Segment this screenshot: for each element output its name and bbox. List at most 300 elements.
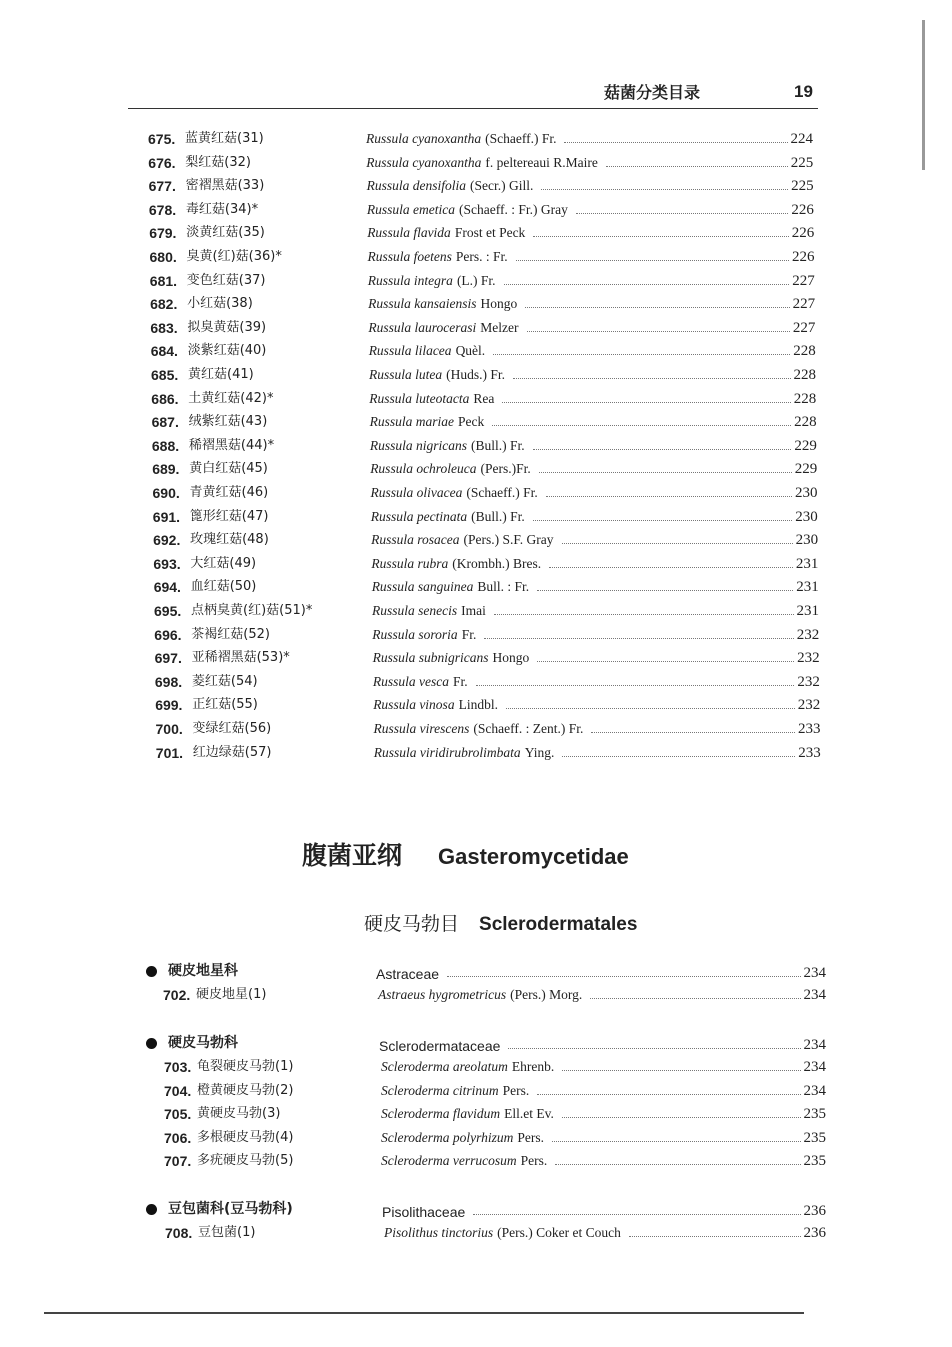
- author-citation: (Pers.)Fr.: [480, 461, 531, 477]
- scientific-name: Russula ochroleuca: [370, 461, 477, 477]
- catalog-entry: [369, 390, 816, 408]
- entry-number: 692.: [153, 532, 181, 549]
- family-entry: [382, 1202, 826, 1220]
- scientific-name: Scleroderma areolatum: [381, 1059, 508, 1074]
- author-citation: (Pers.) Morg.: [510, 987, 583, 1002]
- dot-leader: [606, 166, 788, 167]
- chinese-name: 正红菇(55): [192, 697, 258, 713]
- species-row: [0, 626, 952, 650]
- species-row: [0, 531, 952, 555]
- author-citation: Pers.: [502, 1082, 530, 1098]
- page-number: 19: [794, 82, 813, 101]
- order-latin-name: Sclerodermatales: [479, 914, 638, 935]
- dot-leader: [546, 496, 792, 497]
- dot-leader: [537, 661, 794, 662]
- dot-leader: [564, 142, 787, 143]
- entry-number: 693.: [153, 555, 181, 572]
- page-ref: 234: [803, 965, 826, 981]
- dot-leader: [492, 425, 791, 426]
- page-ref: 224: [790, 131, 813, 147]
- catalog-entry: [381, 1082, 826, 1100]
- family-entry: [376, 964, 826, 982]
- entry-number: 703.: [164, 1059, 192, 1075]
- catalog-entry: [373, 696, 820, 714]
- scientific-name: Russula lutea: [369, 367, 443, 382]
- chinese-name: 橙黄硬皮马勃(2): [197, 1082, 294, 1098]
- species-row: [0, 366, 952, 390]
- order-chinese-name: 硬皮马勃目: [364, 913, 460, 935]
- dot-leader: [508, 1048, 800, 1049]
- chinese-name: 多疣硬皮马勃(5): [197, 1153, 294, 1168]
- page-ref: 230: [795, 532, 819, 549]
- page-ref: 232: [797, 697, 821, 714]
- species-row: [0, 720, 952, 744]
- chinese-name: 点柄臭黄(红)菇(51)*: [191, 603, 313, 618]
- entry-number: 677.: [148, 178, 176, 195]
- dot-leader: [447, 976, 800, 977]
- page-ref: 231: [796, 603, 819, 619]
- scientific-name: Astraeus hygrometricus: [378, 987, 507, 1002]
- author-citation: Ehrenb.: [511, 1059, 555, 1074]
- page-ref: 232: [796, 626, 820, 643]
- author-citation: Ying.: [524, 744, 555, 760]
- bullet-icon: [146, 966, 157, 977]
- catalog-entry: [366, 154, 813, 172]
- species-row: [0, 460, 952, 484]
- scientific-name: Pisolithus tinctorius: [384, 1225, 494, 1240]
- catalog-entry: [367, 177, 814, 195]
- dot-leader: [506, 708, 795, 709]
- species-row: [0, 224, 952, 248]
- page-ref: 236: [803, 1203, 826, 1219]
- dot-leader: [562, 1070, 800, 1071]
- entry-number: 702.: [163, 987, 191, 1003]
- species-row: [0, 744, 952, 768]
- species-row: [0, 986, 952, 1010]
- catalog-entry: [373, 673, 820, 691]
- entry-number: 681.: [149, 272, 178, 289]
- chinese-name: 梨红菇(32): [185, 154, 251, 170]
- scientific-name: Russula rosacea: [371, 532, 460, 548]
- scientific-name: Russula rubra: [371, 555, 449, 571]
- page-ref: 233: [798, 721, 821, 737]
- page-ref: 229: [794, 437, 817, 454]
- scientific-name: Russula senecis: [372, 603, 458, 618]
- species-row: [0, 201, 952, 225]
- page-ref: 225: [790, 154, 814, 171]
- page-ref: 226: [791, 201, 814, 218]
- family-latin-name: Sclerodermataceae: [379, 1038, 501, 1054]
- author-citation: f. peltereaui R.Maire: [485, 154, 598, 170]
- scientific-name: Russula integra: [367, 272, 453, 288]
- catalog-entry: [381, 1129, 826, 1147]
- entry-number: 699.: [155, 697, 183, 714]
- scientific-name: Russula laurocerasi: [368, 319, 477, 335]
- chinese-name: 毒红菇(34)*: [185, 201, 259, 217]
- catalog-entry: [381, 1105, 826, 1123]
- scientific-name: Scleroderma flavidum: [381, 1106, 501, 1121]
- species-row: [0, 390, 952, 414]
- dot-leader: [562, 543, 793, 544]
- family-latin-name: Pisolithaceae: [382, 1204, 466, 1220]
- dot-leader: [516, 260, 789, 261]
- catalog-entry: [371, 484, 818, 502]
- chinese-name: 多根硬皮马勃(4): [197, 1129, 294, 1145]
- chinese-name: 血红菇(50): [190, 579, 257, 595]
- catalog-entry: [370, 437, 817, 455]
- dot-leader: [473, 1214, 800, 1215]
- page-ref: 235: [803, 1106, 826, 1122]
- entry-number: 675.: [148, 131, 176, 147]
- catalog-entry: [368, 272, 815, 290]
- dot-leader: [493, 354, 790, 355]
- chinese-name: 大红菇(49): [190, 555, 257, 571]
- species-row: [0, 673, 952, 697]
- author-citation: Quèl.: [455, 343, 486, 359]
- page-ref: 230: [795, 485, 818, 501]
- family-chinese-name: 豆包菌科(豆马勃科): [168, 1201, 293, 1217]
- family-chinese-name: 硬皮地星科: [168, 963, 238, 979]
- dot-leader: [539, 472, 792, 473]
- chinese-name: 篦形红菇(47): [189, 508, 269, 524]
- author-citation: (Pers.) S.F. Gray: [463, 532, 554, 548]
- scientific-name: Russula vinosa: [373, 697, 455, 713]
- entry-number: 705.: [164, 1106, 192, 1122]
- author-citation: (Bull.) Fr.: [471, 437, 525, 453]
- entry-number: 694.: [153, 579, 181, 596]
- scientific-name: Russula densifolia: [366, 178, 466, 194]
- author-citation: (Schaeff.) Fr.: [466, 485, 538, 500]
- chinese-name: 变色红菇(37): [186, 272, 266, 288]
- catalog-entry: [366, 130, 813, 148]
- page-ref: 227: [792, 319, 816, 336]
- entry-number: 678.: [148, 201, 177, 218]
- chinese-name: 龟裂硬皮马勃(1): [197, 1059, 294, 1074]
- family-entry: [379, 1036, 826, 1054]
- entry-number: 680.: [149, 249, 177, 265]
- species-row: [0, 696, 952, 720]
- chinese-name: 臭黄(红)菇(36)*: [186, 249, 282, 264]
- entry-number: 684.: [150, 343, 178, 360]
- species-row: [0, 1152, 952, 1176]
- dot-leader: [484, 638, 793, 639]
- page-ref: 228: [793, 343, 816, 360]
- catalog-entry: [378, 986, 826, 1004]
- catalog-entry: [372, 578, 819, 596]
- chinese-name: 菱红菇(54): [191, 673, 258, 689]
- chinese-name: 硬皮地星(1): [196, 987, 267, 1002]
- author-citation: Pers.: [517, 1129, 544, 1145]
- species-row: [0, 602, 952, 626]
- species-row: [0, 1058, 952, 1082]
- entry-number: 688.: [151, 437, 180, 454]
- page-ref: 229: [794, 461, 818, 478]
- chinese-name: 拟臭黄菇(39): [187, 319, 267, 335]
- dot-leader: [555, 1164, 800, 1165]
- page-ref: 234: [803, 1037, 826, 1053]
- author-citation: Ell.et Ev.: [504, 1106, 554, 1121]
- catalog-entry: [371, 508, 818, 526]
- dot-leader: [533, 236, 788, 237]
- page-ref: 234: [803, 1082, 826, 1099]
- catalog-entry: [372, 602, 819, 620]
- order-heading: [364, 909, 637, 936]
- entry-number: 691.: [152, 508, 181, 525]
- species-row: [0, 295, 952, 319]
- page-ref: 231: [795, 555, 819, 572]
- dot-leader: [513, 378, 790, 379]
- chinese-name: 红边绿菇(57): [192, 744, 272, 760]
- scientific-name: Russula lilacea: [368, 343, 452, 359]
- entry-number: 679.: [149, 225, 177, 242]
- page-ref: 234: [803, 1059, 826, 1075]
- entry-number: 707.: [164, 1153, 192, 1169]
- scientific-name: Russula viridirubrolimbata: [373, 744, 521, 760]
- author-citation: (Huds.) Fr.: [446, 367, 506, 382]
- dot-leader: [504, 284, 790, 285]
- page-ref: 235: [803, 1153, 826, 1169]
- entry-number: 706.: [164, 1129, 192, 1146]
- author-citation: (Schaeff. : Fr.) Gray: [459, 201, 568, 217]
- chinese-name: 密褶黑菇(33): [185, 178, 265, 194]
- species-row: [0, 1224, 952, 1248]
- page-ref: 227: [792, 296, 816, 313]
- author-citation: Fr.: [461, 626, 477, 642]
- species-row: [0, 177, 952, 201]
- scientific-name: Russula cyanoxantha: [366, 154, 482, 170]
- species-row: [0, 578, 952, 602]
- page-ref: 235: [803, 1129, 826, 1146]
- scientific-name: Russula virescens: [373, 721, 470, 736]
- chinese-name: 土黄红菇(42)*: [188, 390, 274, 406]
- species-row: [0, 1129, 952, 1153]
- catalog-entry: [369, 342, 816, 360]
- subclass-heading: [302, 836, 629, 872]
- author-citation: Pers.: [520, 1153, 548, 1168]
- species-row: [0, 413, 952, 437]
- author-citation: Bull. : Fr.: [477, 579, 530, 595]
- page-ref: 226: [792, 249, 815, 265]
- dot-leader: [537, 590, 793, 591]
- scientific-name: Russula subnigricans: [372, 650, 489, 666]
- scientific-name: Russula foetens: [367, 249, 452, 264]
- running-title: 菇菌分类目录: [604, 83, 701, 102]
- catalog-entry: [370, 413, 817, 431]
- chinese-name: 淡紫红菇(40): [187, 343, 267, 359]
- chinese-name: 亚稀褶黑菇(53)*: [191, 650, 290, 666]
- chinese-name: 小红菇(38): [187, 296, 253, 312]
- entry-number: 695.: [154, 603, 182, 619]
- family-chinese-name: 硬皮马勃科: [168, 1035, 238, 1051]
- dot-leader: [533, 449, 792, 450]
- author-citation: (Krombh.) Bres.: [452, 555, 542, 571]
- chinese-name: 稀褶黑菇(44)*: [188, 437, 275, 453]
- scientific-name: Russula pectinata: [370, 508, 468, 524]
- chinese-name: 黄红菇(41): [188, 367, 254, 382]
- author-citation: (L.) Fr.: [456, 272, 496, 288]
- chinese-name: 绒紫红菇(43): [188, 414, 268, 430]
- scientific-name: Russula sanguinea: [371, 579, 474, 595]
- page-ref: 228: [793, 367, 816, 383]
- scientific-name: Russula mariae: [369, 414, 454, 430]
- species-row: [0, 342, 952, 366]
- entry-number: 689.: [152, 461, 180, 478]
- entry-number: 698.: [154, 673, 183, 690]
- entry-number: 683.: [150, 319, 178, 336]
- author-citation: Hongo: [480, 296, 518, 312]
- catalog-entry: [374, 744, 821, 762]
- author-citation: Lindbl.: [458, 697, 498, 713]
- species-row: [0, 248, 952, 272]
- page-ref: 228: [794, 414, 817, 431]
- scientific-name: Scleroderma citrinum: [381, 1082, 499, 1098]
- entry-number: 697.: [154, 650, 182, 667]
- catalog-entry: [381, 1058, 826, 1076]
- author-citation: Fr.: [453, 673, 468, 689]
- chinese-name: 蓝黄红菇(31): [185, 131, 264, 146]
- page-ref: 234: [803, 987, 826, 1003]
- catalog-entry: [371, 555, 818, 573]
- entry-number: 685.: [151, 367, 179, 383]
- scientific-name: Russula vesca: [372, 673, 449, 689]
- author-citation: (Secr.) Gill.: [469, 178, 534, 194]
- dot-leader: [562, 756, 795, 757]
- catalog-entry: [369, 366, 816, 384]
- species-row: [0, 437, 952, 461]
- entry-number: 682.: [150, 296, 178, 313]
- scientific-name: Russula sororia: [372, 626, 458, 642]
- species-row: [0, 319, 952, 343]
- footer-rule: [44, 1312, 804, 1314]
- catalog-entry: [368, 248, 815, 266]
- species-row: [0, 484, 952, 508]
- entry-number: 687.: [151, 414, 179, 431]
- author-citation: Rea: [473, 390, 495, 406]
- family-latin-name: Astraceae: [376, 966, 440, 982]
- header-rule: [128, 108, 818, 109]
- chinese-name: 茶褐红菇(52): [191, 626, 270, 642]
- author-citation: Frost et Peck: [454, 225, 526, 241]
- entry-number: 690.: [152, 485, 180, 501]
- species-row: [0, 1105, 952, 1129]
- author-citation: (Pers.) Coker et Couch: [497, 1225, 621, 1240]
- dot-leader: [562, 1117, 801, 1118]
- author-citation: Melzer: [480, 319, 519, 335]
- scientific-name: Russula olivacea: [370, 485, 463, 500]
- author-citation: Pers. : Fr.: [455, 249, 508, 264]
- entry-number: 686.: [151, 390, 179, 407]
- page-ref: 228: [793, 390, 817, 407]
- dot-leader: [552, 1141, 801, 1142]
- catalog-entry: [367, 201, 814, 219]
- dot-leader: [525, 307, 789, 308]
- entry-number: 701.: [155, 744, 184, 761]
- chinese-name: 玫瑰红菇(48): [190, 532, 269, 548]
- species-row: [0, 555, 952, 579]
- author-citation: (Schaeff.) Fr.: [485, 131, 557, 146]
- page-ref: 232: [797, 673, 820, 690]
- dot-leader: [576, 213, 789, 214]
- dot-leader: [590, 998, 800, 999]
- bullet-icon: [146, 1038, 157, 1049]
- species-row: [0, 508, 952, 532]
- chinese-name: 黄白红菇(45): [189, 461, 268, 477]
- scientific-name: Russula kansaiensis: [368, 296, 477, 312]
- catalog-entry: [368, 319, 815, 337]
- catalog-entry: [381, 1152, 826, 1170]
- author-citation: Peck: [457, 414, 485, 430]
- dot-leader: [549, 567, 793, 568]
- page-ref: 227: [792, 272, 815, 289]
- author-citation: (Schaeff. : Zent.) Fr.: [473, 721, 584, 736]
- catalog-entry: [384, 1224, 826, 1242]
- chinese-name: 黄硬皮马勃(3): [197, 1106, 281, 1121]
- scientific-name: Russula emetica: [366, 201, 455, 217]
- author-citation: Hongo: [492, 650, 530, 666]
- page-ref: 231: [796, 579, 819, 596]
- dot-leader: [537, 1094, 800, 1095]
- chinese-name: 变绿红菇(56): [192, 721, 272, 736]
- chinese-name: 豆包菌(1): [198, 1225, 256, 1240]
- catalog-entry: [373, 649, 820, 667]
- entry-number: 708.: [165, 1225, 193, 1241]
- subclass-latin-name: Gasteromycetidae: [438, 844, 629, 869]
- dot-leader: [494, 614, 794, 615]
- species-row: [0, 130, 952, 154]
- page-ref: 230: [795, 508, 818, 525]
- dot-leader: [476, 685, 795, 686]
- dot-leader: [541, 189, 788, 190]
- dot-leader: [629, 1236, 801, 1237]
- species-row: [0, 154, 952, 178]
- page-ref: 236: [803, 1225, 826, 1241]
- catalog-entry: [370, 460, 817, 478]
- chinese-name: 淡黄红菇(35): [186, 225, 265, 241]
- species-row: [0, 649, 952, 673]
- entry-number: 700.: [155, 721, 183, 737]
- page-ref: 225: [791, 178, 814, 195]
- species-row: [0, 1082, 952, 1106]
- author-citation: Imai: [461, 603, 486, 618]
- bullet-icon: [146, 1204, 157, 1215]
- dot-leader: [527, 331, 790, 332]
- catalog-entry: [372, 626, 819, 644]
- catalog-entry: [368, 295, 815, 313]
- scientific-name: Scleroderma polyrhizum: [381, 1129, 514, 1145]
- scientific-name: Russula luteotacta: [369, 390, 470, 406]
- scientific-name: Russula nigricans: [369, 437, 468, 453]
- species-row: [0, 272, 952, 296]
- author-citation: (Bull.) Fr.: [471, 508, 525, 524]
- chinese-name: 青黄红菇(46): [189, 485, 269, 500]
- dot-leader: [533, 520, 792, 521]
- dot-leader: [502, 402, 790, 403]
- page-ref: 233: [798, 744, 821, 761]
- catalog-entry: [371, 531, 818, 549]
- entry-number: 704.: [164, 1082, 192, 1099]
- scientific-name: Russula flavida: [367, 225, 451, 241]
- page-ref: 232: [797, 650, 820, 667]
- catalog-entry: [367, 224, 814, 242]
- scientific-name: Russula cyanoxantha: [366, 131, 482, 146]
- catalog-entry: [374, 720, 821, 738]
- scientific-name: Scleroderma verrucosum: [381, 1153, 517, 1168]
- entry-number: 676.: [148, 154, 176, 171]
- entry-number: 696.: [154, 626, 182, 643]
- subclass-chinese-name: 腹菌亚纲: [302, 841, 403, 870]
- dot-leader: [591, 732, 795, 733]
- page-ref: 226: [791, 225, 815, 242]
